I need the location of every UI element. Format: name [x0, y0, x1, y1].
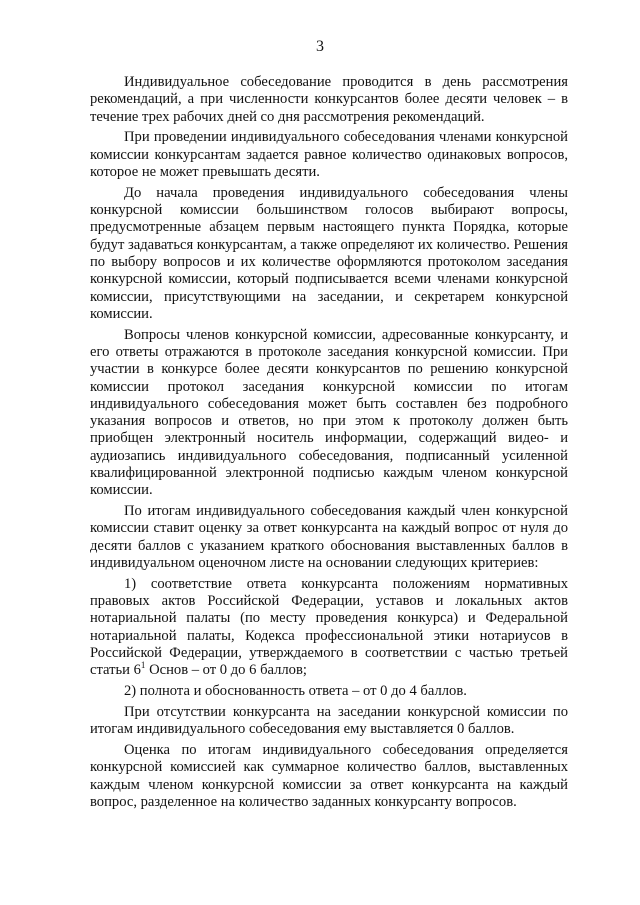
paragraph-scoring: По итогам индивидуального собеседования каждый член конкурсной комиссии ставит оценку за ответ конкурсанта на каждый вопрос от нуля до десяти баллов с указанием краткого обоснования выставленных баллов в индивидуальном оценочном листе на основании следующих критериев:: [90, 503, 568, 572]
paragraph-interview-timing: Индивидуальное собеседование проводится в день рассмотрения рекомендаций, а при численности конкурсантов более десяти человек – в течение трех рабочих дней со дня рассмотрения рекомендаций.: [90, 74, 568, 125]
paragraph-protocol: Вопросы членов конкурсной комиссии, адресованные конкурсанту, и его ответы отражаются в протоколе заседания конкурсной комиссии. При участии в конкурсе более десяти конкурсантов по решению конкурсной комиссии протокол заседания конкурсной комиссии по итогам индивидуального собеседования может быть составлен без подробного указания вопросов и ответов, но при этом к протоколу должен быть приобщен электронный носитель информации, содержащий видео- и аудиозапись индивидуального собеседования, подписанный усиленной квалифицированной электронной подписью каждым членом конкурсной комиссии.: [90, 326, 568, 499]
paragraph-final-score: Оценка по итогам индивидуального собеседования определяется конкурсной комиссией как суммарное количество баллов, выставленных каждым членом конкурсной комиссии за ответ конкурсанта на каждый вопрос, разделенное на количество заданных конкурсанту вопросов.: [90, 741, 568, 810]
paragraph-absence: При отсутствии конкурсанта на заседании конкурсной комиссии по итогам индивидуального собеседования ему выставляется 0 баллов.: [90, 703, 568, 738]
criterion-item-1: [90, 576, 568, 680]
document-body: [90, 74, 568, 815]
page-number: 3: [316, 38, 324, 55]
criterion-1-superscript: 1: [140, 660, 146, 671]
criterion-1-tail: Основ – от 0 до 6 баллов;: [145, 662, 307, 679]
criterion-1-text: 1) соответствие ответа конкурсанта положениям нормативных правовых актов Российской Федерации, уставов и локальных актов нотариальной палаты (по месту проведения конкурса) и Федеральной нотариальной палаты, Кодекса профессиональной этики нотариусов в Российской Федерации, утверждаемого в соответствии с частью третьей статьи 6: [90, 575, 568, 679]
paragraph-equal-questions: При проведении индивидуального собеседования членами конкурсной комиссии конкурсантам задается равное количество одинаковых вопросов, которое не может превышать десяти.: [90, 129, 568, 180]
paragraph-question-selection: До начала проведения индивидуального собеседования члены конкурсной комиссии большинством голосов выбирают вопросы, предусмотренные абзацем первым настоящего пункта Порядка, которые будут задаваться конкурсантам, а также определяют их количество. Решения по выбору вопросов и их количестве оформляются протоколом заседания конкурсной комиссии, который подписывается всеми членами конкурсной комиссии, присутствующими на заседании, и секретарем конкурсной комиссии.: [90, 184, 569, 322]
criterion-item-2: 2) полнота и обоснованность ответа – от 0 до 4 баллов.: [124, 683, 467, 700]
